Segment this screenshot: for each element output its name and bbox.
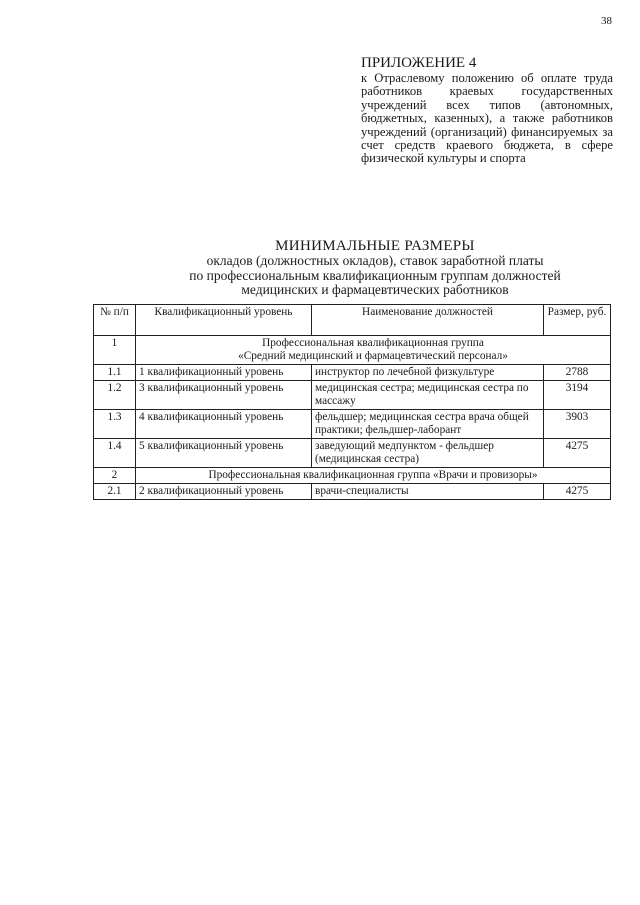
row-position: инструктор по лечебной физкультуре: [312, 365, 544, 381]
row-position: фельдшер; медицинская сестра врача общей практики; фельдшер-лаборант: [312, 410, 544, 439]
row-size: 4275: [544, 484, 611, 500]
group-title-line: Профессиональная квалификационная группа: [262, 337, 484, 349]
row-level: 4 квалификационный уровень: [136, 410, 312, 439]
heading-line: по профессиональным квалификационным группам должностей: [189, 267, 561, 283]
row-num: 1.4: [94, 439, 136, 468]
row-num: 1.3: [94, 410, 136, 439]
row-level: 5 квалификационный уровень: [136, 439, 312, 468]
header-size: Размер, руб.: [544, 305, 611, 336]
table-row: [94, 381, 611, 410]
salary-table: [93, 304, 611, 500]
row-position: заведующий медпунктом - фельдшер (медицинская сестра): [312, 439, 544, 468]
row-level: 1 квалификационный уровень: [136, 365, 312, 381]
appendix-block: [361, 55, 613, 166]
row-num: 1.2: [94, 381, 136, 410]
header-num: № п/п: [94, 305, 136, 336]
group-row: [94, 336, 611, 365]
row-level: 2 квалификационный уровень: [136, 484, 312, 500]
table-row: [94, 410, 611, 439]
group-num: 2: [94, 468, 136, 484]
appendix-title: ПРИЛОЖЕНИЕ 4: [361, 55, 477, 71]
row-num: 2.1: [94, 484, 136, 500]
row-size: 3194: [544, 381, 611, 410]
heading-main: МИНИМАЛЬНЫЕ РАЗМЕРЫ: [275, 238, 475, 254]
row-size: 3903: [544, 410, 611, 439]
heading-line: медицинских и фармацевтических работников: [241, 282, 509, 297]
row-position: медицинская сестра; медицинская сестра по массажу: [312, 381, 544, 410]
document-heading: [95, 238, 640, 298]
group-row: [94, 468, 611, 484]
table-row: [94, 365, 611, 381]
table-row: [94, 439, 611, 468]
table-row: [94, 484, 611, 500]
header-level: Квалификационный уровень: [136, 305, 312, 336]
appendix-text: к Отраслевому положению об оплате труда работников краевых государственных учреждений всех типов (автономных, бюджетных, казенных), а также работников учреждений (организаций) финансируемых за счет средств краевого бюджета, в сфере физической культуры и спорта: [361, 71, 613, 166]
row-size: 4275: [544, 439, 611, 468]
group-title: [136, 336, 611, 365]
row-num: 1.1: [94, 365, 136, 381]
group-title: Профессиональная квалификационная группа «Врачи и провизоры»: [136, 468, 611, 484]
row-size: 2788: [544, 365, 611, 381]
row-position: врачи-специалисты: [312, 484, 544, 500]
heading-line: окладов (должностных окладов), ставок заработной платы: [206, 253, 544, 268]
row-level: 3 квалификационный уровень: [136, 381, 312, 410]
group-title-line: «Средний медицинский и фармацевтический персонал»: [238, 350, 508, 362]
header-position: Наименование должностей: [312, 305, 544, 336]
page-number: 38: [601, 15, 612, 27]
group-num: 1: [94, 336, 136, 365]
table-header-row: [94, 305, 611, 336]
